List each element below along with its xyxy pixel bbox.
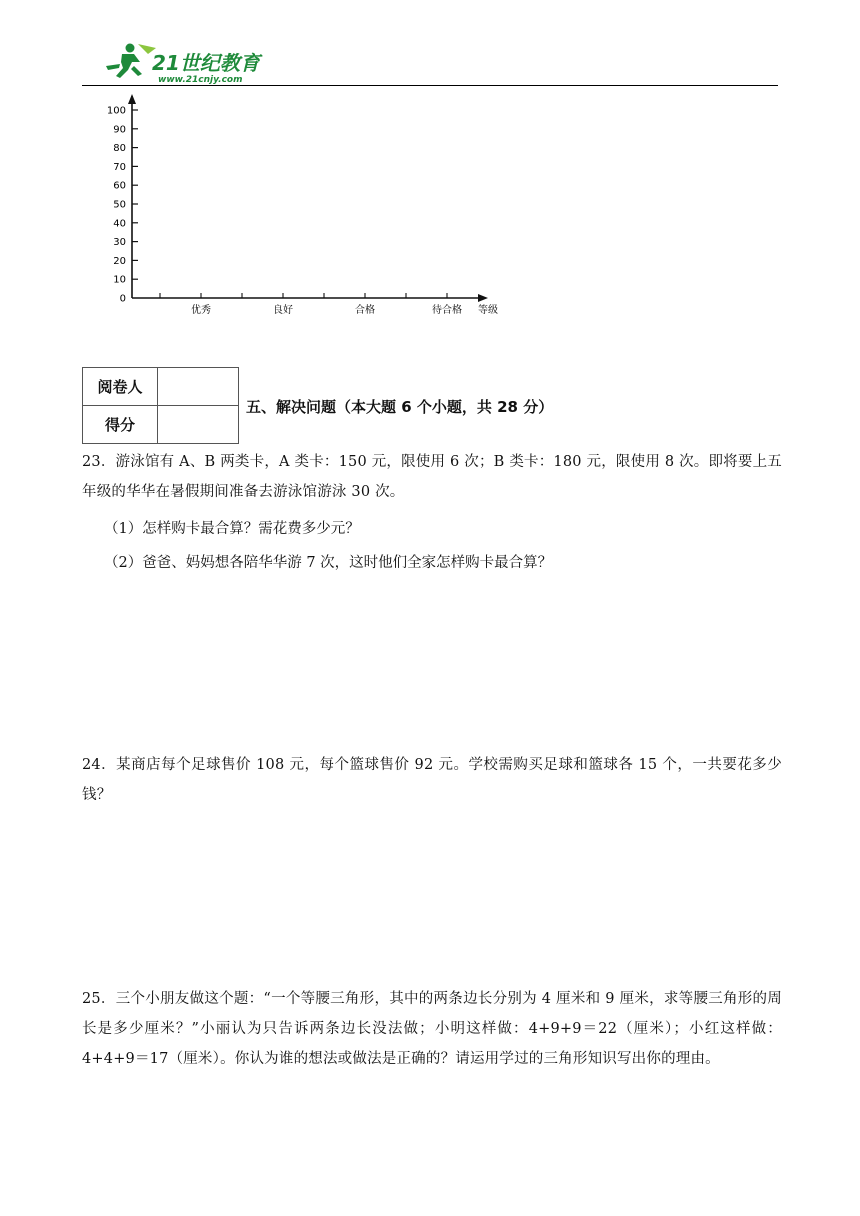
reviewer-cell[interactable] [158,368,239,406]
score-table [82,367,239,444]
x-category-label: 良好 [273,305,293,316]
table-row [83,406,239,444]
logo-url: www.21cnjy.com [158,75,243,85]
header-divider [82,85,778,86]
question-25: 25．三个小朋友做这个题：“一个等腰三角形，其中的两条边长分别为 4 厘米和 9 厘米，求等腰三角形的周长是多少厘米？”小丽认为只告诉两条边长没法做；小明这样做：4+9+9＝22（厘米）；小红这样做：4+4+9＝17（厘米）。你认为谁的想法或做法是正确的？请运用学过的三角形知识写出你的理由。 [82,991,782,1067]
runner-icon [106,44,156,79]
y-tick-label: 100 [106,105,126,117]
x-category-label: 优秀 [191,305,211,316]
question-23-part-1: （1）怎样购卡最合算？需花费多少元？ [104,521,360,537]
y-tick-label: 80 [113,143,126,155]
table-row [83,368,239,406]
grade-chart [90,90,510,320]
y-tick-label: 20 [113,255,126,267]
y-axis-arrow [128,94,136,104]
y-tick-label: 90 [113,124,126,136]
y-tick-label: 40 [113,218,126,230]
reviewer-label: 阅卷人 [83,368,158,406]
x-axis-label: 等级 [478,305,498,316]
section-title: 五、解决问题（本大题 6 个小题，共 28 分） [246,398,554,416]
x-axis-arrow [478,294,488,302]
y-tick-label: 50 [113,199,126,211]
x-category-label: 合格 [355,305,375,316]
y-tick-label: 70 [113,161,126,173]
score-cell[interactable] [158,406,239,444]
question-23-part-2: （2）爸爸、妈妈想各陪华华游 7 次，这时他们全家怎样购卡最合算？ [104,555,553,571]
logo-text: 21世纪教育 [152,51,260,75]
score-label: 得分 [83,406,158,444]
question-24: 24．某商店每个足球售价 108 元，每个篮球售价 92 元。学校需购买足球和篮球各 15 个，一共要花多少钱？ [82,757,782,803]
y-tick-label: 0 [119,293,126,305]
y-tick-label: 60 [113,180,126,192]
question-23: 23．游泳馆有 A、B 两类卡，A 类卡：150 元，限使用 6 次；B 类卡：180 元，限使用 8 次。即将要上五年级的华华在暑假期间准备去游泳馆游泳 30 次。 [82,454,782,500]
site-logo [100,40,280,85]
x-category-label: 待合格 [432,305,462,316]
y-tick-label: 10 [113,274,126,286]
y-tick-label: 30 [113,237,126,249]
